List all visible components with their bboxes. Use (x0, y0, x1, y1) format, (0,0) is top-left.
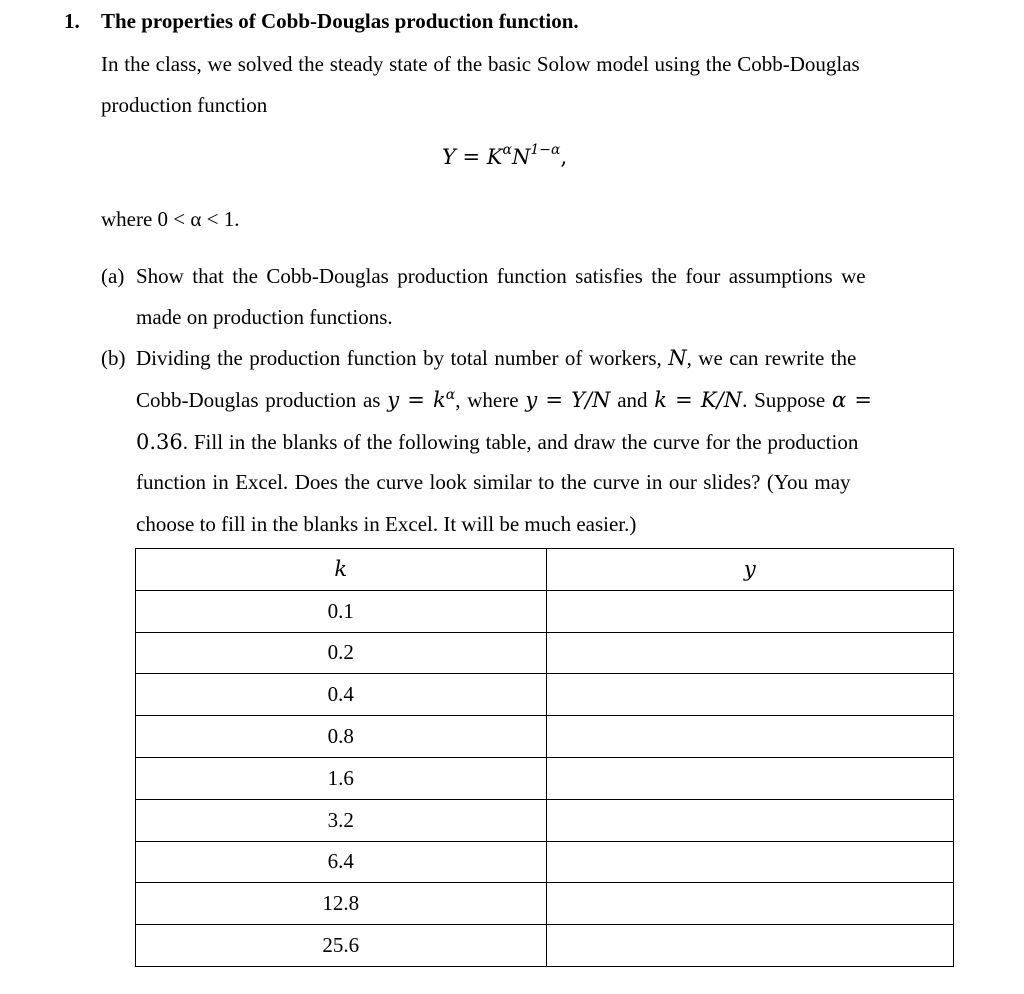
formula-comma: , (560, 145, 568, 169)
header-y: y (546, 549, 954, 591)
eq-k-over-n: k = K/N (654, 388, 743, 412)
cell-k: 0.4 (136, 674, 547, 716)
cell-y[interactable] (546, 674, 954, 716)
formula-lhs: Y = K (442, 145, 503, 169)
part-b-line-1 (136, 346, 856, 371)
table-row (136, 590, 954, 632)
cell-y[interactable] (546, 590, 954, 632)
eq-y-k: y = k (387, 388, 446, 412)
cell-k: 6.4 (136, 841, 547, 883)
cell-y[interactable] (546, 632, 954, 674)
cell-k: 3.2 (136, 799, 547, 841)
cobb-douglas-formula (442, 142, 568, 169)
intro-line-1: In the class, we solved the steady state of the basic Solow model using the Cobb-Douglas (101, 52, 860, 76)
part-a-line-1: Show that the Cobb-Douglas production function satisfies the four assumptions we (136, 264, 866, 288)
table-row (136, 757, 954, 799)
k-y-table (135, 548, 954, 967)
eq-alpha-exponent: α (445, 387, 456, 403)
question-title: The properties of Cobb-Douglas production function. (101, 9, 579, 33)
cell-y[interactable] (546, 757, 954, 799)
part-b-label: (b) (101, 346, 126, 370)
eq-y-over-n: y = Y/N (525, 388, 611, 412)
table-row (136, 632, 954, 674)
cell-y[interactable] (546, 925, 954, 967)
header-k: k (136, 549, 547, 591)
part-b-line-1-text-b: , we can rewrite the (686, 346, 857, 370)
cell-k: 1.6 (136, 757, 547, 799)
question-number: 1. (64, 9, 80, 33)
cell-k: 25.6 (136, 925, 547, 967)
formula-exponent-alpha: α (502, 142, 512, 158)
table-row (136, 883, 954, 925)
table-row (136, 925, 954, 967)
part-b-line-3 (136, 430, 858, 455)
alpha-value: 0.36 (136, 430, 183, 454)
eq-y-equals-k-alpha (387, 388, 455, 412)
cell-y[interactable] (546, 841, 954, 883)
eq-alpha-equals: α = (832, 388, 872, 412)
table-row (136, 674, 954, 716)
part-b-line-5: choose to fill in the blanks in Excel. It will be much easier.) (136, 512, 637, 536)
table-row (136, 799, 954, 841)
cell-y[interactable] (546, 799, 954, 841)
cell-y[interactable] (546, 716, 954, 758)
part-b-line-3-text: . Fill in the blanks of the following table, and draw the curve for the production (182, 430, 859, 454)
part-b-line-2-text-a: Cobb-Douglas production as (136, 388, 388, 412)
formula-exponent-one-minus-alpha: 1−α (530, 142, 561, 158)
cell-y[interactable] (546, 883, 954, 925)
table-row (136, 716, 954, 758)
part-a-label: (a) (101, 264, 125, 288)
var-n: N (668, 346, 687, 370)
part-b-line-4: function in Excel. Does the curve look similar to the curve in our slides? (You may (136, 470, 851, 494)
intro-line-2: production function (101, 93, 268, 117)
part-b-line-2-text-b: , where (455, 388, 526, 412)
part-b-line-2-text-d: . Suppose (742, 388, 833, 412)
cell-k: 0.8 (136, 716, 547, 758)
table-header-row (136, 549, 954, 591)
cell-k: 0.2 (136, 632, 547, 674)
alpha-condition: where 0 < α < 1. (101, 207, 240, 231)
cell-k: 0.1 (136, 590, 547, 632)
cell-k: 12.8 (136, 883, 547, 925)
table-row (136, 841, 954, 883)
part-b-line-2 (136, 388, 872, 413)
part-a-line-2: made on production functions. (136, 305, 393, 329)
part-b-line-2-text-c: and (610, 388, 655, 412)
formula-n: N (511, 145, 531, 169)
part-b-line-1-text-a: Dividing the production function by total number of workers, (136, 346, 669, 370)
